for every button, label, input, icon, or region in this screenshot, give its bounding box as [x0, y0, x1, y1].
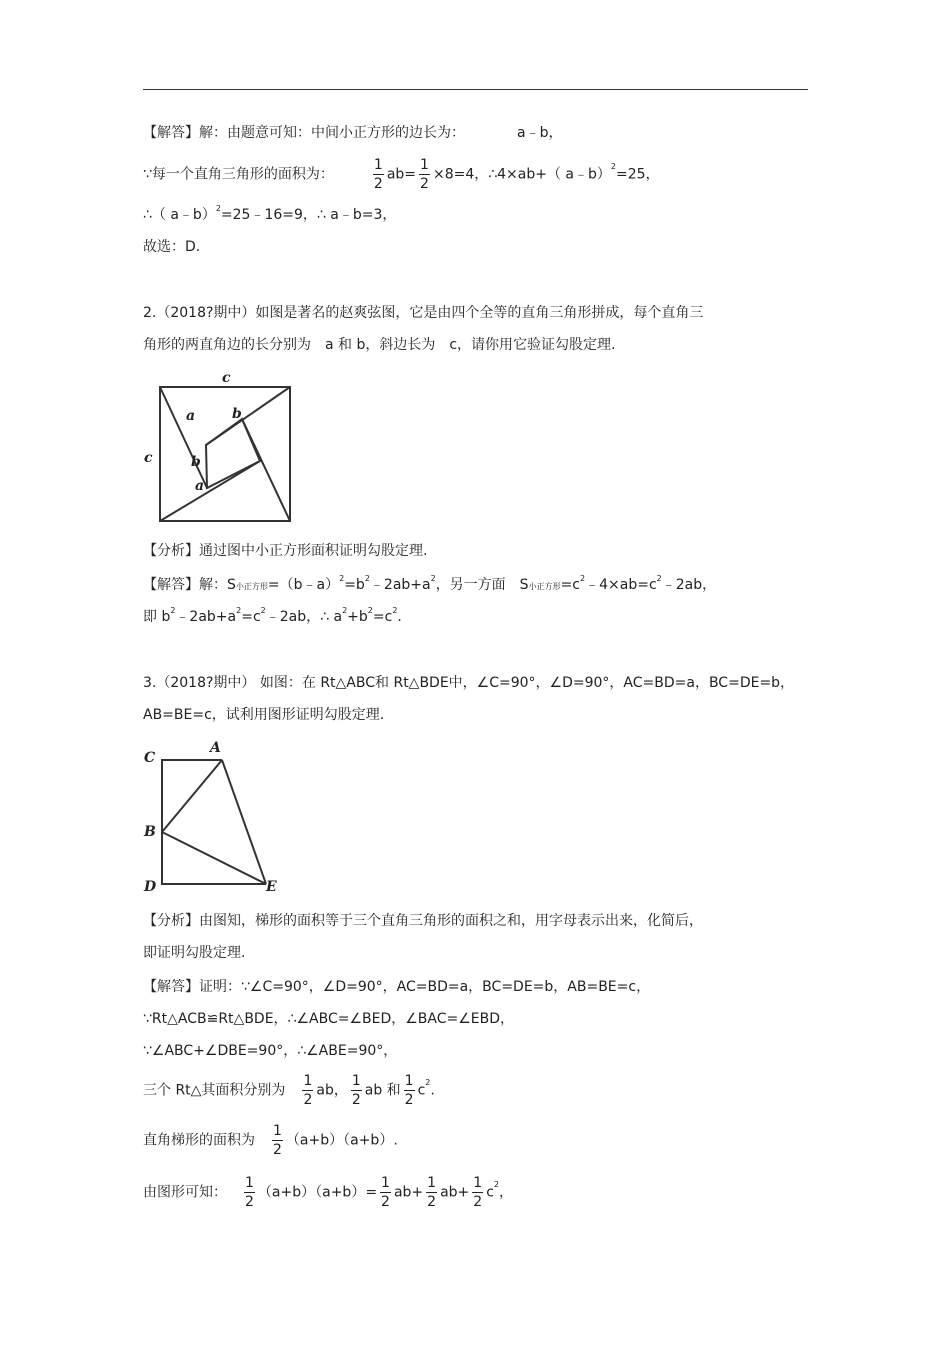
superscript: 2 [339, 574, 345, 583]
label-E: E [266, 879, 277, 895]
q2-analysis: 【分析】通过图中小正方形面积证明勾股定理. [143, 543, 428, 559]
superscript: 2 [236, 606, 242, 615]
text: =c [372, 609, 393, 625]
text [272, 1122, 283, 1159]
prev-solution-line-4: 故选：D. [143, 239, 201, 255]
subscript: 小正方形 [528, 582, 561, 591]
label-B: B [144, 824, 156, 840]
text: （a+b）（a+b）. [285, 1132, 398, 1149]
text: . [430, 1082, 435, 1099]
text: . [397, 609, 402, 625]
q2-text-line-1: 2.（2018?期中）如图是著名的赵爽弦图，它是由四个全等的直角三角形拼成，每个直角三 [143, 305, 704, 321]
text: a﹣b， [517, 125, 563, 141]
superscript: 2 [342, 606, 348, 615]
text: ×8=4，∴4×ab+（ a﹣b） [432, 166, 611, 183]
text: +b [347, 609, 368, 625]
text: 1 [473, 1175, 483, 1191]
outer-square [160, 387, 290, 521]
superscript: 2 [392, 606, 398, 615]
text [351, 1072, 362, 1109]
q3-areas-line [143, 1072, 435, 1109]
q3-equation-line [143, 1174, 513, 1211]
text: ﹣2ab+a [175, 609, 237, 625]
text: 【解答】解：由题意可知：中间小正方形的边长为： [143, 125, 465, 141]
text: =25﹣16=9，∴ a﹣b=3， [220, 207, 397, 223]
label-A: A [210, 740, 221, 756]
text: 即 b [143, 609, 171, 625]
triangle-edge [160, 461, 260, 521]
q3-text-line-2: AB=BE=c，试利用图形证明勾股定理. [143, 707, 385, 723]
text: 直角梯形的面积为 [143, 1132, 255, 1149]
text: ab， [316, 1082, 348, 1099]
superscript: 2 [493, 1179, 500, 1189]
text: ﹣4×ab=c [585, 577, 657, 593]
superscript: 2 [260, 606, 266, 615]
superscript: 2 [656, 574, 662, 583]
label-c-left: c [144, 450, 153, 466]
text: ，另一方面 S [435, 577, 529, 593]
text: ab+ [440, 1184, 470, 1201]
fraction-half [373, 156, 384, 193]
text: ∴（ a﹣b） [143, 207, 216, 223]
text: c [486, 1184, 494, 1201]
superscript: 2 [364, 574, 370, 583]
prev-solution-line-1 [143, 124, 562, 142]
text: 2 [303, 1092, 313, 1108]
q3-proof-line-2: ∵Rt△ACB≌Rt△BDE，∴∠ABC=∠BED，∠BAC=∠EBD， [143, 1011, 514, 1027]
text [426, 1174, 437, 1211]
text: ﹣2ab+a [369, 577, 431, 593]
text: 2 [473, 1194, 483, 1210]
text: =c [560, 577, 581, 593]
superscript: 2 [367, 606, 373, 615]
text [302, 1072, 313, 1109]
header-rule [143, 89, 808, 90]
text [244, 1174, 255, 1211]
label-c-top: c [222, 370, 231, 386]
text: 2 [427, 1194, 437, 1210]
q3-analysis-line-2: 即证明勾股定理. [143, 945, 246, 961]
text: ﹣2ab，∴ a [265, 609, 343, 625]
text: 1 [373, 157, 383, 173]
superscript: 2 [430, 574, 436, 583]
superscript: 2 [610, 161, 616, 171]
fraction-half [419, 156, 430, 193]
text: =c [241, 609, 261, 625]
label-C: C [144, 750, 156, 766]
text: 1 [404, 1073, 414, 1089]
text: 1 [245, 1175, 254, 1191]
text: 2 [420, 176, 429, 192]
superscript: 2 [425, 1077, 431, 1087]
triangle-edge [160, 387, 207, 488]
text: 1 [273, 1123, 282, 1139]
text: 由图形可知： [143, 1184, 227, 1201]
segment-ab [162, 760, 222, 832]
text: 2 [373, 176, 383, 192]
text: ab= [386, 166, 417, 183]
label-b: b [232, 406, 242, 422]
text [472, 1174, 483, 1211]
text: ， [499, 1184, 514, 1201]
text: =b [344, 577, 365, 593]
prev-solution-line-3 [143, 206, 396, 226]
text: =（b﹣a） [267, 577, 340, 593]
q3-text-line-1: 3.（2018?期中） 如图：在 Rt△ABC和 Rt△BDE中，∠C=90°，∠D=90°，AC=BD=a，BC=DE=b， [143, 675, 795, 691]
text: 1 [427, 1175, 437, 1191]
text: 1 [381, 1175, 390, 1191]
superscript: 2 [580, 574, 586, 583]
text: 1 [351, 1073, 361, 1089]
superscript: 2 [170, 606, 176, 615]
q3-analysis-line-1: 【分析】由图知，梯形的面积等于三个直角三角形的面积之和，用字母表示出来，化简后， [143, 913, 703, 929]
text [404, 1072, 415, 1109]
text: 2 [381, 1194, 390, 1210]
zhao-shuang-figure [140, 368, 300, 528]
label-b: b [191, 454, 201, 470]
text: 三个 Rt△其面积分别为 [143, 1082, 286, 1099]
text: c [417, 1082, 426, 1099]
text: ab+ [393, 1184, 424, 1201]
q2-solution-line-1 [143, 576, 716, 596]
subscript: 小正方形 [235, 582, 268, 591]
text: 【解答】解：S [143, 577, 236, 593]
text: 1 [303, 1073, 313, 1089]
text: 2 [245, 1194, 254, 1210]
text: ﹣2ab， [661, 577, 717, 593]
text: 2 [273, 1142, 282, 1158]
label-a: a [186, 408, 196, 424]
text: 2 [351, 1092, 361, 1108]
text: 1 [420, 157, 429, 173]
text: =25， [616, 166, 660, 183]
q2-solution-line-2 [143, 608, 402, 628]
q2-text-line-2: 角形的两直角边的长分别为 a 和 b，斜边长为 c，请你用它验证勾股定理. [143, 337, 616, 353]
trapezoid-outline [162, 760, 266, 884]
label-a: a [195, 478, 205, 494]
q3-proof-line-3: ∵∠ABC+∠DBE=90°，∴∠ABE=90°， [143, 1043, 398, 1059]
q3-proof-line-1: 【解答】证明：∵∠C=90°，∠D=90°，AC=BD=a，BC=DE=b，AB=BE=c， [143, 979, 651, 995]
text: （a+b）（a+b）= [257, 1184, 378, 1201]
text: 2 [404, 1092, 414, 1108]
label-D: D [144, 879, 157, 895]
superscript: 2 [215, 204, 221, 213]
text [380, 1174, 391, 1211]
text: ab 和 [364, 1082, 401, 1099]
trapezoid-figure [140, 736, 290, 896]
q3-trapezoid-line [143, 1122, 398, 1159]
text: ∵每一个直角三角形的面积为： [143, 166, 334, 183]
prev-solution-line-2 [143, 156, 660, 193]
